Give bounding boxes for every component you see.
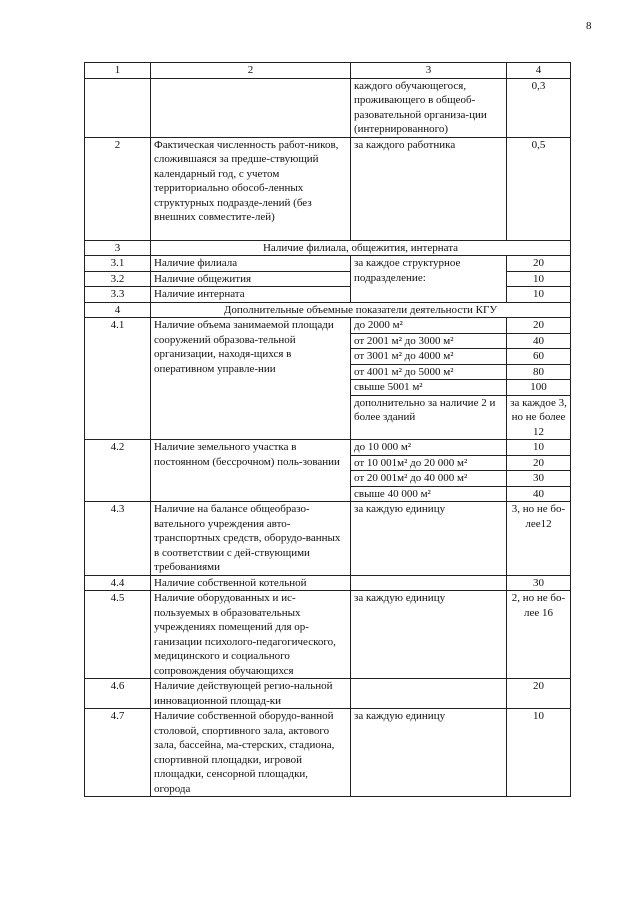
criterion-cell: до 2000 м² — [351, 318, 507, 334]
points-cell: 10 — [507, 440, 571, 456]
criterion-cell: от 3001 м² до 4000 м² — [351, 349, 507, 365]
criterion-cell: за каждого работника — [351, 137, 507, 240]
row-number: 3.2 — [85, 271, 151, 287]
points-cell: 3, но не бо-лее12 — [507, 502, 571, 576]
section-row — [85, 302, 571, 318]
header-col-4: 4 — [507, 63, 571, 79]
criterion-cell: дополнительно за наличие 2 и более зданий — [351, 395, 507, 440]
points-cell: 20 — [507, 455, 571, 471]
criterion-cell: от 10 001м² до 20 000 м² — [351, 455, 507, 471]
criterion-cell: за каждую единицу — [351, 502, 507, 576]
row-number: 4.2 — [85, 440, 151, 502]
table-row — [85, 709, 571, 797]
points-cell: за каждое 3, но не более 12 — [507, 395, 571, 440]
criterion-cell: за каждую единицу — [351, 709, 507, 797]
points-cell: 80 — [507, 364, 571, 380]
indicators-table — [84, 62, 571, 797]
criterion-cell: от 4001 м² до 5000 м² — [351, 364, 507, 380]
indicator-cell: Наличие собственной оборудо-ванной столовой, спортивного зала, актового зала, бассейна, ма-стерских, стадиона, спортивной площадки, игровой площадки, сенсорной площадки, огорода — [151, 709, 351, 797]
points-cell: 60 — [507, 349, 571, 365]
row-number: 2 — [85, 137, 151, 240]
points-cell: 10 — [507, 271, 571, 287]
section-title: Дополнительные объемные показатели деятельности КГУ — [151, 302, 571, 318]
row-number: 3 — [85, 240, 151, 256]
points-cell: 10 — [507, 287, 571, 303]
indicator-cell: Наличие объема занимаемой площади сооружений образова-тельной организации, находя-щихся в оперативном управле-нии — [151, 318, 351, 440]
points-cell: 20 — [507, 679, 571, 709]
points-cell: 0,5 — [507, 137, 571, 240]
criterion-cell: за каждое структурное подразделение: — [351, 256, 507, 303]
criterion-cell: за каждую единицу — [351, 591, 507, 679]
points-cell: 20 — [507, 256, 571, 272]
table-row — [85, 137, 571, 240]
row-number: 4.5 — [85, 591, 151, 679]
indicator-cell: Наличие оборудованных и ис-пользуемых в образовательных учреждениях помещений для ор-ганизации психолого-педагогического, медицинского и социального сопровождения обучающихся — [151, 591, 351, 679]
indicator-cell: Наличие собственной котельной — [151, 575, 351, 591]
row-number: 3.1 — [85, 256, 151, 272]
criterion-cell: свыше 5001 м² — [351, 380, 507, 396]
criterion-cell: каждого обучающегося, проживающего в общеоб-разовательной организа-ции (интернированного) — [351, 78, 507, 137]
row-number: 4.4 — [85, 575, 151, 591]
header-col-3: 3 — [351, 63, 507, 79]
indicator-cell: Наличие действующей регио-нальной инновационной площад-ки — [151, 679, 351, 709]
table-row — [85, 575, 571, 591]
points-cell: 40 — [507, 333, 571, 349]
criterion-cell: свыше 40 000 м² — [351, 486, 507, 502]
row-number: 4.7 — [85, 709, 151, 797]
section-title: Наличие филиала, общежития, интерната — [151, 240, 571, 256]
points-cell: 40 — [507, 486, 571, 502]
indicator-cell: Наличие общежития — [151, 271, 351, 287]
table-row — [85, 256, 571, 272]
criterion-cell: от 2001 м² до 3000 м² — [351, 333, 507, 349]
header-col-1: 1 — [85, 63, 151, 79]
table-header-row — [85, 63, 571, 79]
indicator-cell: Наличие филиала — [151, 256, 351, 272]
table-row — [85, 591, 571, 679]
criterion-cell: от 20 001м² до 40 000 м² — [351, 471, 507, 487]
row-number: 3.3 — [85, 287, 151, 303]
indicator-cell: Наличие на балансе общеобразо-вательного учреждения авто-транспортных средств, оборудо-ванных в соответствии с дей-ствующими требованиями — [151, 502, 351, 576]
table-row — [85, 679, 571, 709]
table-row — [85, 502, 571, 576]
table-row — [85, 318, 571, 334]
indicator-cell: Наличие интерната — [151, 287, 351, 303]
points-cell: 30 — [507, 575, 571, 591]
points-cell: 20 — [507, 318, 571, 334]
points-cell: 2, но не бо-лее 16 — [507, 591, 571, 679]
section-row — [85, 240, 571, 256]
points-cell: 0,3 — [507, 78, 571, 137]
table-row — [85, 78, 571, 137]
header-col-2: 2 — [151, 63, 351, 79]
points-cell: 100 — [507, 380, 571, 396]
table-row — [85, 440, 571, 456]
criterion-cell: до 10 000 м² — [351, 440, 507, 456]
row-number: 4 — [85, 302, 151, 318]
points-cell: 30 — [507, 471, 571, 487]
row-number: 4.1 — [85, 318, 151, 440]
points-cell: 10 — [507, 709, 571, 797]
row-number: 4.3 — [85, 502, 151, 576]
page-number: 8 — [586, 20, 592, 32]
row-number: 4.6 — [85, 679, 151, 709]
indicator-cell: Фактическая численность работ-ников, сложившаяся за предше-ствующий календарный год, с учетом территориально обособ-ленных структурных подразде-лений (без внешних совместите-лей) — [151, 137, 351, 240]
indicator-cell: Наличие земельного участка в постоянном (бессрочном) поль-зовании — [151, 440, 351, 502]
